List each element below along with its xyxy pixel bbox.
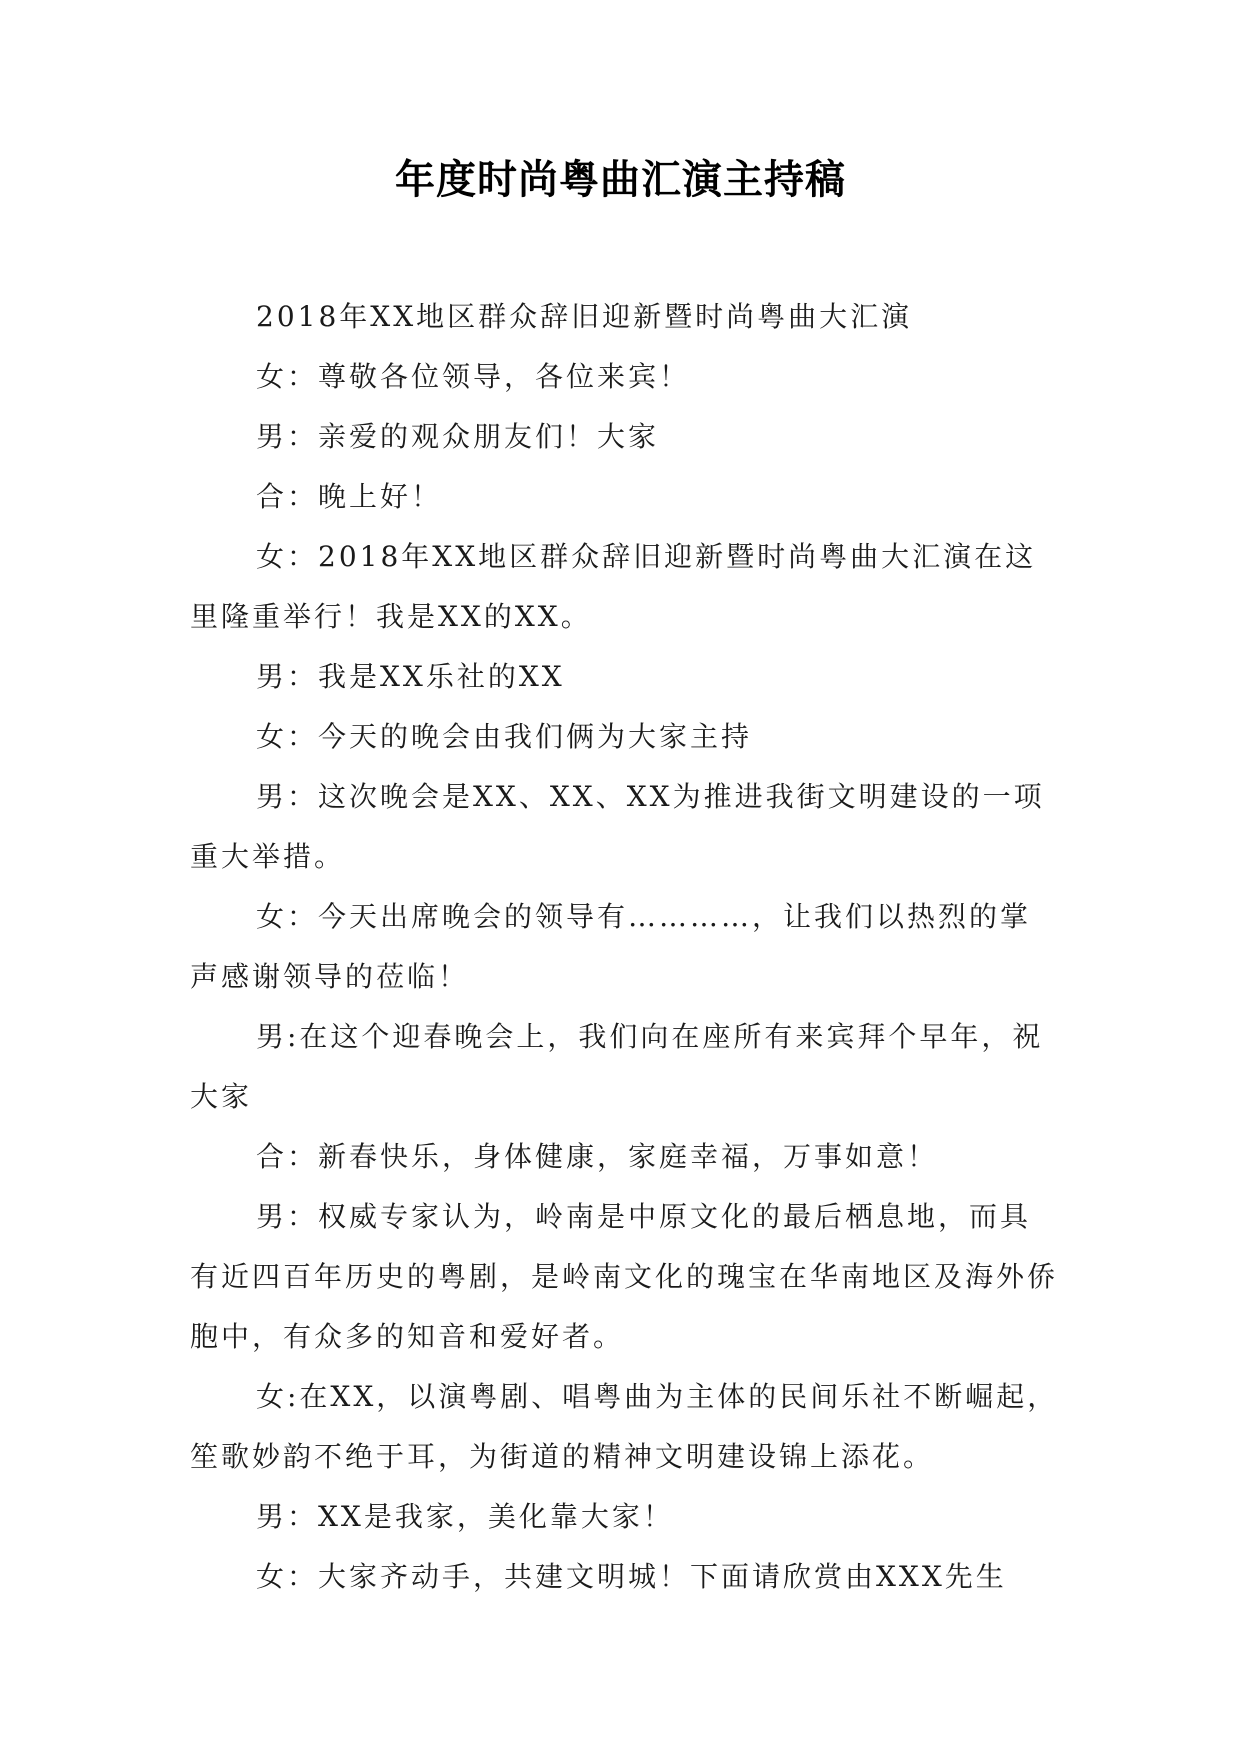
paragraph: 男：亲爱的观众朋友们！大家	[256, 420, 660, 453]
paragraph: 合：晚上好！	[256, 480, 443, 513]
paragraph: 男:在这个迎春晚会上，我们向在座所有来宾拜个早年，祝大家	[190, 1020, 1044, 1113]
paragraph: 女：大家齐动手，共建文明城！下面请欣赏由XXX先生	[256, 1560, 1007, 1593]
paragraph: 合：新春快乐，身体健康，家庭幸福，万事如意！	[256, 1140, 939, 1173]
paragraph: 女：2018年XX地区群众辞旧迎新暨时尚粤曲大汇演在这里隆重举行！我是XX的XX。	[190, 540, 1037, 633]
paragraph: 女：今天的晚会由我们俩为大家主持	[256, 720, 753, 753]
paragraph: 男：权威专家认为，岭南是中原文化的最后栖息地，而具有近四百年历史的粤剧，是岭南文化的瑰宝在华南地区及海外侨胞中，有众多的知音和爱好者。	[190, 1200, 1059, 1353]
paragraph: 男：XX是我家，美化靠大家！	[256, 1500, 674, 1533]
paragraph: 女：尊敬各位领导，各位来宾！	[256, 360, 691, 393]
paragraph: 女:在XX，以演粤剧、唱粤曲为主体的民间乐社不断崛起，笙歌妙韵不绝于耳，为街道的精神文明建设锦上添花。	[190, 1380, 1059, 1473]
document-body	[190, 287, 1060, 1607]
paragraph: 男：我是XX乐社的XX	[256, 660, 565, 693]
document-title: 年度时尚粤曲汇演主持稿	[395, 157, 846, 203]
paragraph: 男：这次晚会是XX、XX、XX为推进我街文明建设的一项重大举措。	[190, 780, 1045, 873]
paragraph: 女：今天出席晚会的领导有…………，让我们以热烈的掌声感谢领导的莅临！	[190, 900, 1032, 993]
paragraph-subtitle: 2018年XX地区群众辞旧迎新暨时尚粤曲大汇演	[256, 300, 913, 333]
